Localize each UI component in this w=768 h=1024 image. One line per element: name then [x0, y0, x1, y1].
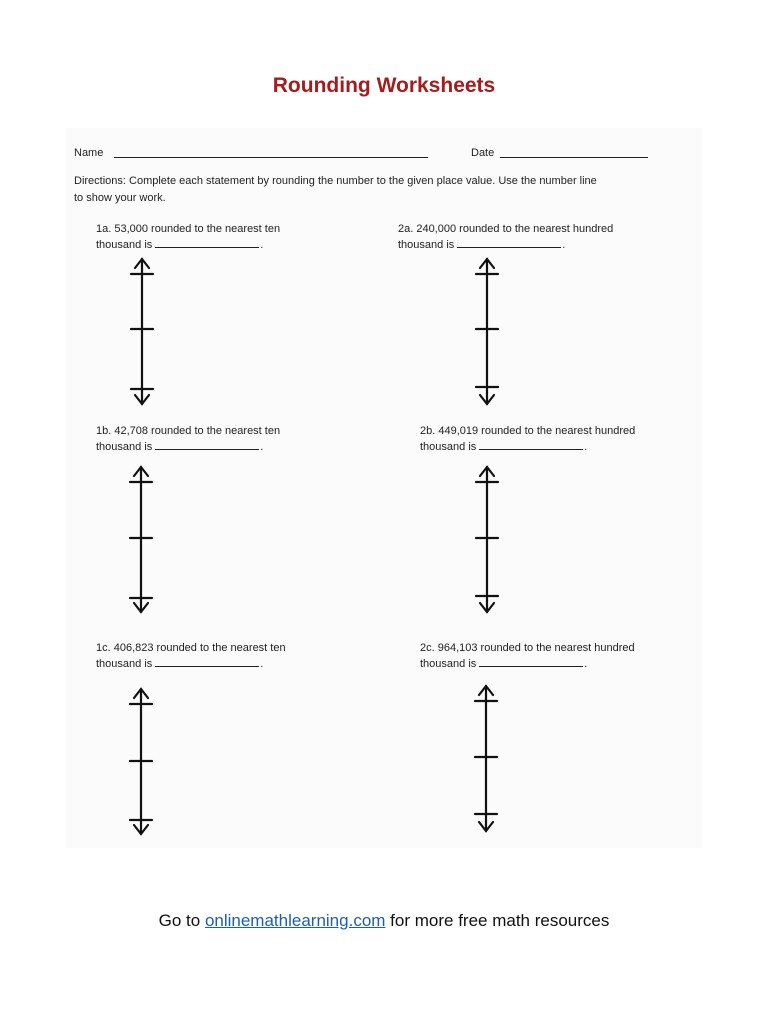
answer-blank [155, 439, 259, 450]
problem-1c-text: 1c. 406,823 rounded to the nearest ten [96, 642, 286, 654]
problem-2c-text: 2c. 964,103 rounded to the nearest hundred [420, 642, 635, 654]
answer-suffix: . [260, 658, 264, 670]
answer-prefix: thousand is [96, 441, 153, 453]
answer-prefix: thousand is [96, 658, 153, 670]
answer-suffix: . [260, 441, 264, 453]
problem-2a-answer-line [398, 237, 565, 253]
footer-prefix: Go to [158, 911, 201, 930]
number-line-2a [467, 254, 507, 410]
answer-suffix: . [260, 239, 264, 251]
problem-1b-text: 1b. 42,708 rounded to the nearest ten [96, 425, 281, 437]
problem-2b-text: 2b. 449,019 rounded to the nearest hundred [420, 425, 636, 437]
answer-blank [479, 439, 583, 450]
answer-suffix: . [584, 658, 588, 670]
page-title: Rounding Worksheets [272, 74, 496, 97]
worksheet-image [66, 128, 702, 848]
number-line-2b [467, 462, 507, 618]
answer-blank [155, 237, 259, 248]
problem-1c-answer-line [96, 656, 263, 672]
number-line-1b [121, 462, 161, 618]
answer-suffix: . [584, 441, 588, 453]
answer-prefix: thousand is [96, 239, 153, 251]
problem-2b-answer-line [420, 439, 587, 455]
date-line [500, 157, 648, 158]
answer-prefix: thousand is [420, 658, 477, 670]
problem-2a-text: 2a. 240,000 rounded to the nearest hundred [398, 223, 614, 235]
answer-prefix: thousand is [420, 441, 477, 453]
site-link[interactable]: onlinemathlearning.com [204, 911, 386, 930]
problem-2c-answer-line [420, 656, 587, 672]
answer-blank [155, 656, 259, 667]
directions-line-2: to show your work. [74, 192, 166, 204]
name-label: Name [74, 147, 104, 159]
number-line-2c [466, 681, 506, 837]
date-label: Date [471, 147, 495, 159]
footer-suffix: for more free math resources [390, 911, 610, 930]
name-line [114, 157, 428, 158]
directions-line-1: Directions: Complete each statement by rounding the number to the given place value. Use the number line [74, 175, 597, 187]
number-line-1a [122, 254, 162, 410]
footer [0, 911, 768, 931]
answer-suffix: . [562, 239, 566, 251]
answer-prefix: thousand is [398, 239, 455, 251]
problem-1a-answer-line [96, 237, 263, 253]
problem-1b-answer-line [96, 439, 263, 455]
answer-blank [457, 237, 561, 248]
answer-blank [479, 656, 583, 667]
number-line-1c [121, 684, 161, 840]
problem-1a-text: 1a. 53,000 rounded to the nearest ten [96, 223, 281, 235]
